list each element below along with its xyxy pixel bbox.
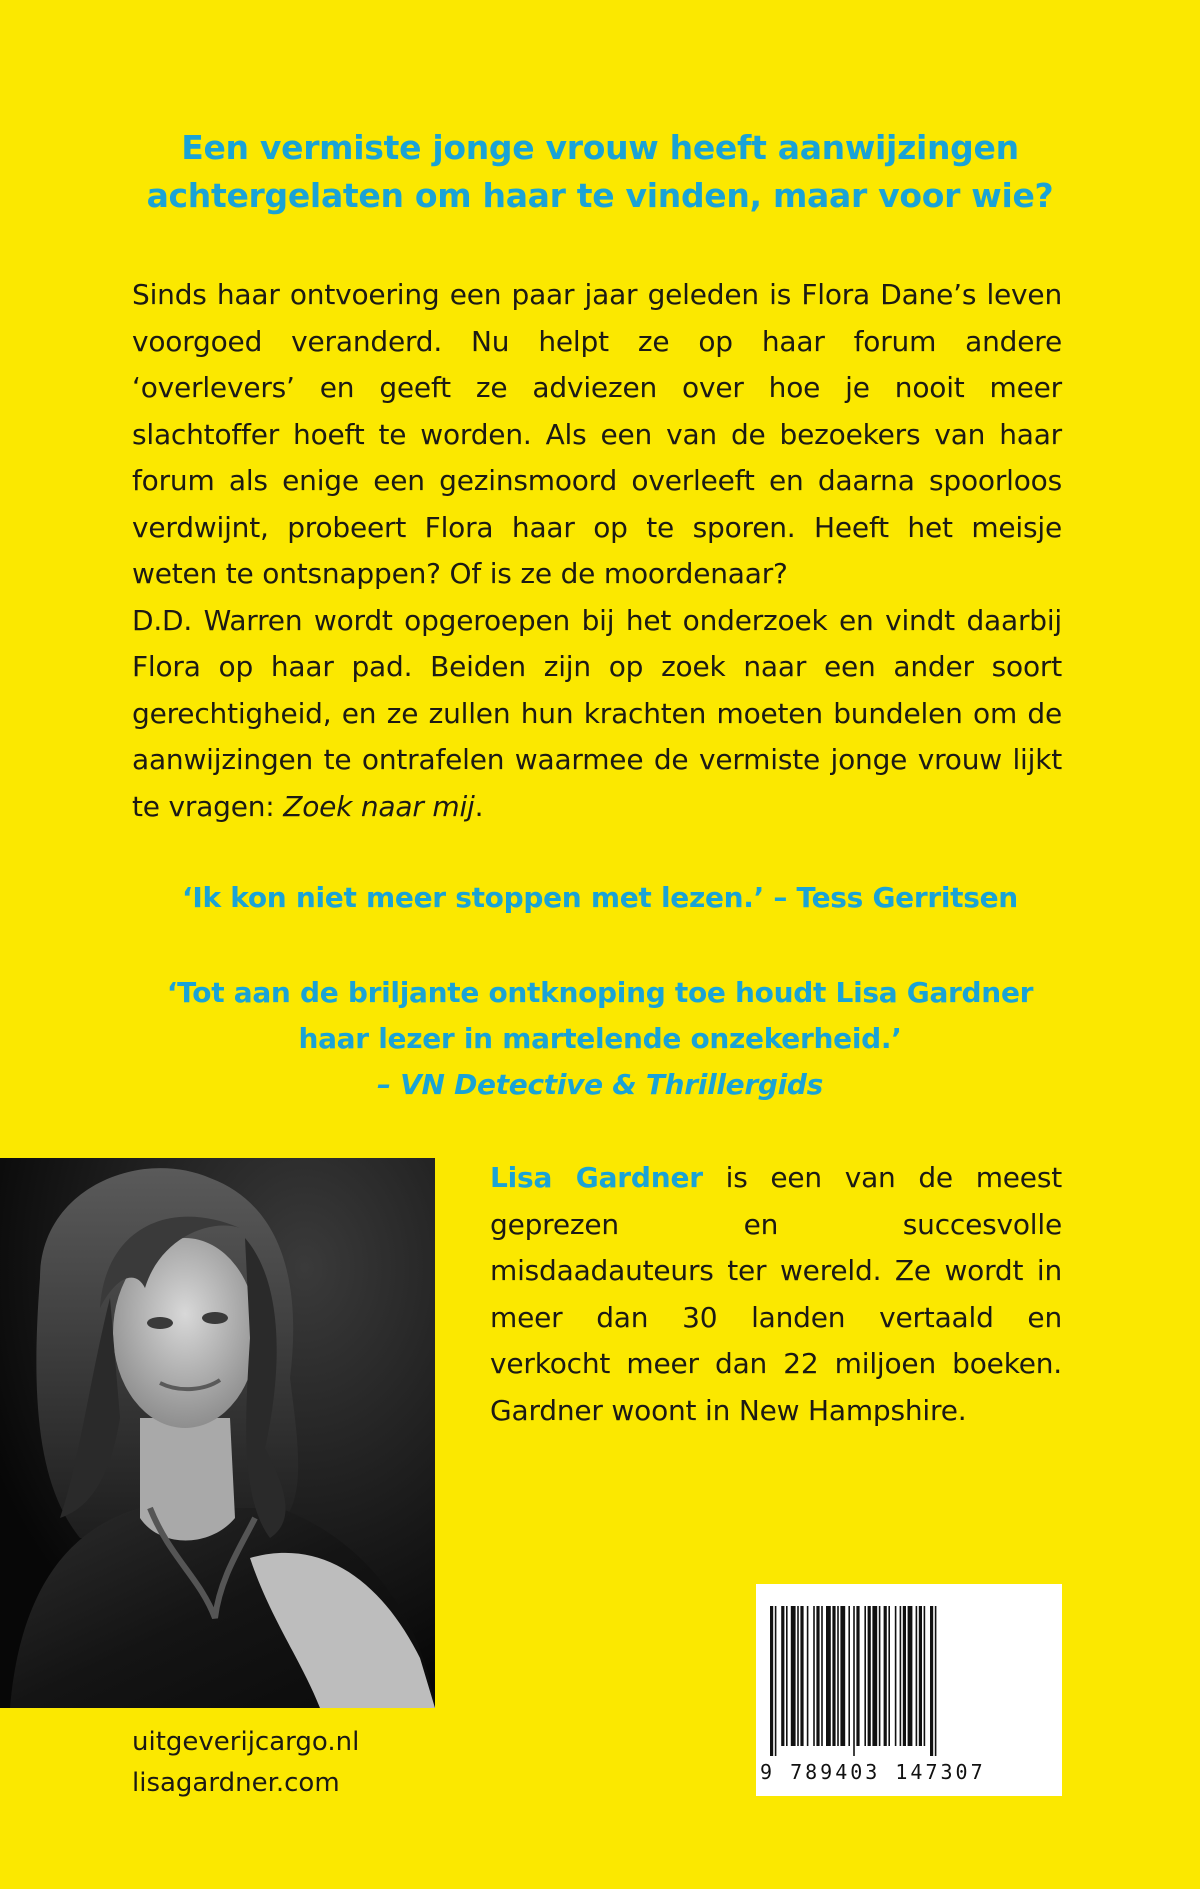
headline-line-1: Een vermiste jonge vrouw heeft aanwijzingen <box>181 128 1019 167</box>
cover-headline <box>120 124 1080 220</box>
author-photo <box>0 1158 435 1708</box>
blurb <box>132 272 1062 830</box>
author-portrait-image <box>0 1158 435 1708</box>
blurb-paragraph-1: Sinds haar ontvoering een paar jaar geleden is Flora Dane’s leven voorgoed veranderd. Nu helpt ze op haar forum andere ‘overlevers’ en geeft ze adviezen over hoe je nooit meer slachtoffer hoeft te worden. Als een van de bezoekers van haar forum als enige een gezinsmoord overleeft en daarna spoorloos verdwijnt, probeert Flora haar op te sporen. Heeft het meisje weten te ontsnappen? Of is ze de moordenaar? <box>132 278 1062 590</box>
author-site-link[interactable]: lisagardner.com <box>132 1768 340 1798</box>
author-name: Lisa Gardner <box>490 1161 703 1194</box>
review-quote-1-text: ‘Ik kon niet meer stoppen met lezen.’ – Tess Gerritsen <box>182 881 1018 914</box>
barcode-digits: 9 789403 147307 <box>760 1760 986 1784</box>
headline-line-2: achtergelaten om haar te vinden, maar voor wie? <box>146 176 1054 215</box>
review-quote-2-source <box>120 1062 1080 1108</box>
review-quote-1 <box>120 875 1080 921</box>
blurb-paragraph-2 <box>132 598 1062 831</box>
website-links <box>132 1722 359 1804</box>
review-quote-2-line-2: haar lezer in martelende onzekerheid.’ <box>298 1022 902 1055</box>
isbn-barcode <box>756 1584 1062 1796</box>
review-quote-2-source-text: – VN Detective & Thrillergids <box>376 1068 824 1101</box>
blurb-paragraph-2-text: D.D. Warren wordt opgeroepen bij het onderzoek en vindt daarbij Flora op haar pad. Beiden zijn op zoek naar een ander soort gerechtigheid, en ze zullen hun krachten moeten bundelen om de aanwijzingen te ontrafelen waarmee de vermiste jonge vrouw lijkt te vragen: <box>132 603 1062 823</box>
barcode-bars <box>770 1606 1050 1756</box>
review-quote-2-line-1: ‘Tot aan de briljante ontknoping toe houdt Lisa Gardner <box>166 976 1034 1009</box>
publisher-link[interactable]: uitgeverijcargo.nl <box>132 1727 360 1757</box>
blurb-paragraph-2-end: . <box>474 789 484 823</box>
author-bio <box>490 1155 1062 1434</box>
blurb-italic-title: Zoek naar mij <box>283 789 475 823</box>
author-bio-text: is een van de meest geprezen en succesvolle misdaadauteurs ter wereld. Ze wordt in meer dan 30 landen vertaald en verkocht meer dan 22 miljoen boeken. Gardner woont in New Hampshire. <box>490 1161 1062 1427</box>
author-bio-paragraph <box>490 1155 1062 1434</box>
review-quote-2 <box>120 970 1080 1108</box>
